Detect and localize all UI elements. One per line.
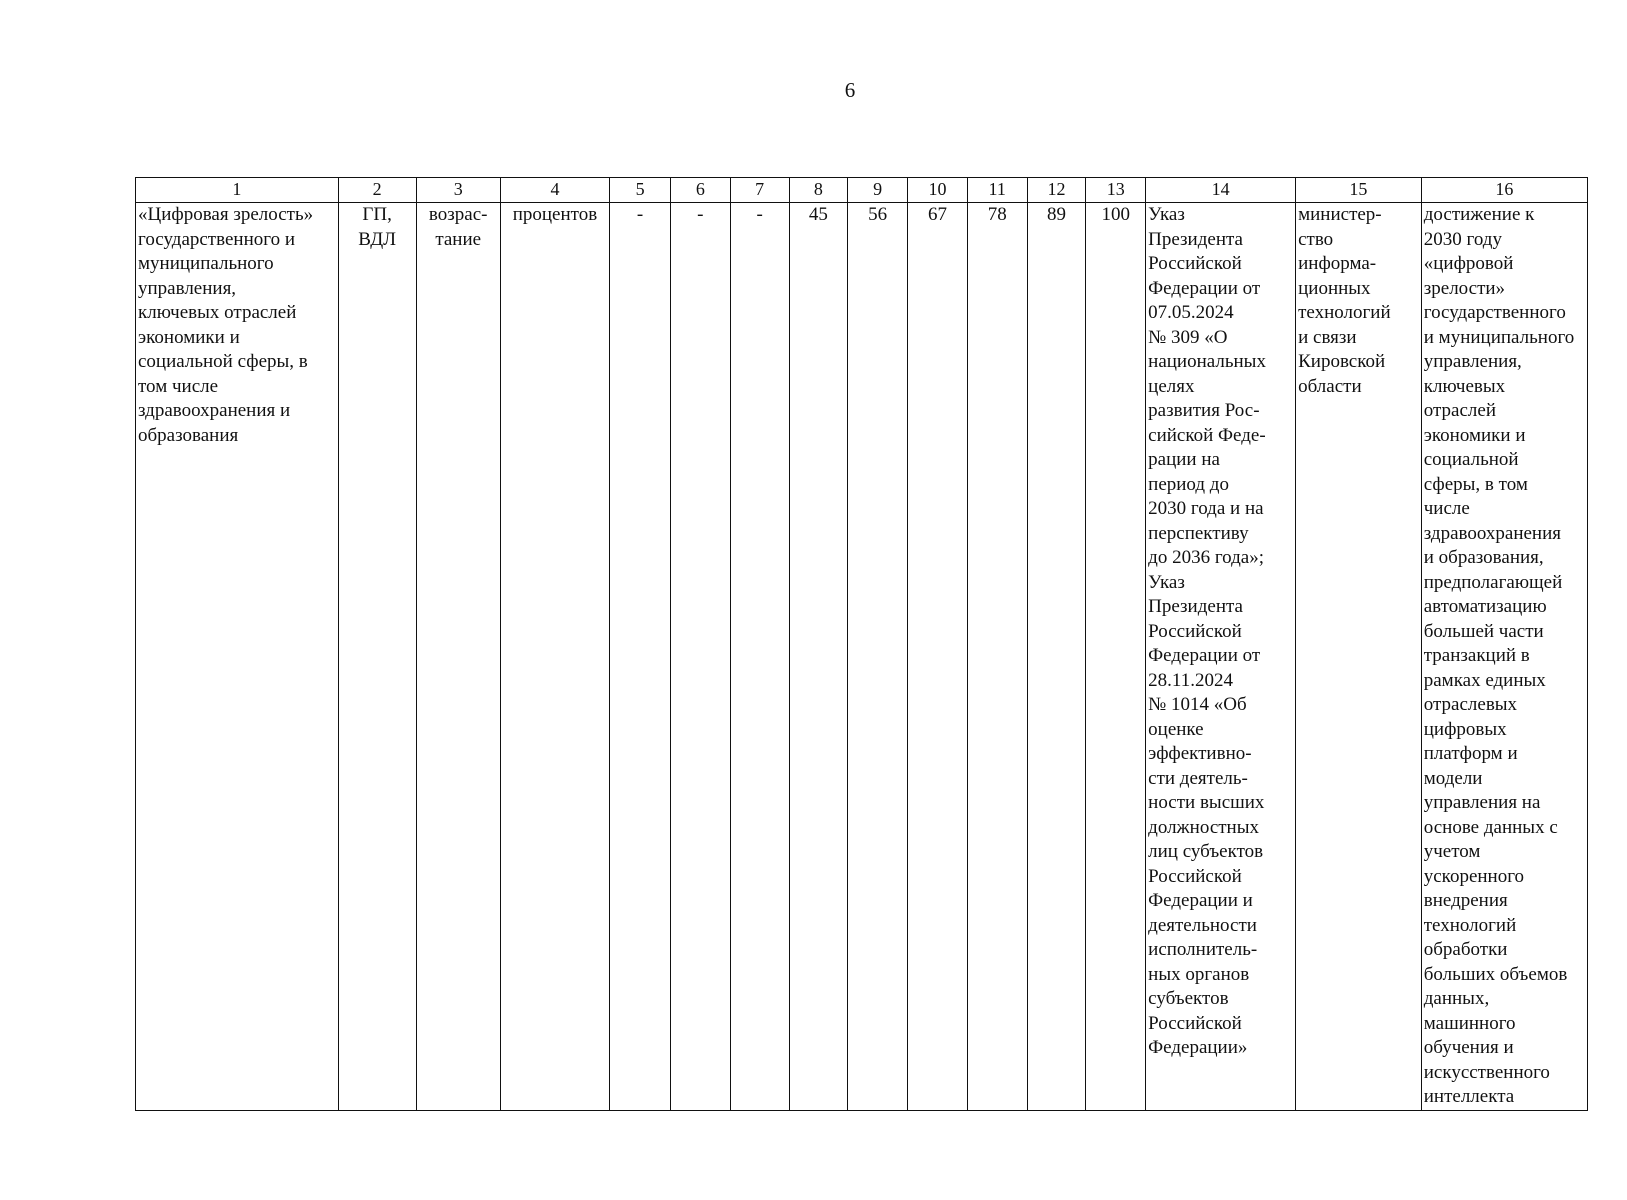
- indicator-table: [135, 177, 1588, 1111]
- value-cell-6: -: [670, 203, 730, 1111]
- column-header: 14: [1146, 178, 1296, 203]
- value-cell-9: 56: [848, 203, 908, 1111]
- column-header: 6: [670, 178, 730, 203]
- column-header: 9: [848, 178, 908, 203]
- goal-cell: достижение к 2030 году «цифровой зрелости» государственного и муниципального управления, ключевых отраслей экономики и социальной сферы, в том числе здравоохранения и образования, предполагающей автоматизацию большей части транзакций в рамках единых отраслевых цифровых платформ и модели управления на основе данных с учетом ускоренного внедрения технологий обработки больших объемов данных, машинного обучения и искусственного интеллекта: [1421, 203, 1587, 1111]
- column-header: 12: [1027, 178, 1086, 203]
- documents-cell: Указ Президента Российской Федерации от 07.05.2024 № 309 «О национальных целях развития Рос- сийской Феде- рации на период до 2030 года и на перспективу до 2036 года»; Указ Президента Российской Федерации от 28.11.2024 № 1014 «Об оценке эффективно- сти деятель- ности высших должностных лиц субъектов Российской Федерации и деятельности исполнитель- ных органов субъектов Российской Федерации»: [1146, 203, 1296, 1111]
- column-header: 7: [730, 178, 789, 203]
- column-header: 3: [416, 178, 500, 203]
- header-row: [136, 178, 1588, 203]
- column-header: 1: [136, 178, 339, 203]
- value-cell-5: -: [610, 203, 671, 1111]
- value-cell-10: 67: [908, 203, 968, 1111]
- column-header: 10: [908, 178, 968, 203]
- trend-cell: возрас- тание: [416, 203, 500, 1111]
- column-header: 5: [610, 178, 671, 203]
- value-cell-13: 100: [1086, 203, 1146, 1111]
- level-cell: ГП, ВДЛ: [338, 203, 416, 1111]
- value-cell-8: 45: [789, 203, 848, 1111]
- column-header: 11: [967, 178, 1027, 203]
- page-number: 6: [844, 78, 856, 102]
- table-row: [136, 203, 1588, 1111]
- column-header: 4: [500, 178, 609, 203]
- indicator-name-cell: «Цифровая зрелость» государственного и муниципального управления, ключевых отраслей экономики и социальной сферы, в том числе здравоохранения и образования: [136, 203, 339, 1111]
- value-cell-11: 78: [967, 203, 1027, 1111]
- value-cell-7: -: [730, 203, 789, 1111]
- unit-cell: процентов: [500, 203, 609, 1111]
- column-header: 13: [1086, 178, 1146, 203]
- column-header: 2: [338, 178, 416, 203]
- column-header: 15: [1296, 178, 1422, 203]
- column-header: 16: [1421, 178, 1587, 203]
- responsible-cell: министер- ство информа- ционных технологий и связи Кировской области: [1296, 203, 1422, 1111]
- column-header: 8: [789, 178, 848, 203]
- value-cell-12: 89: [1027, 203, 1086, 1111]
